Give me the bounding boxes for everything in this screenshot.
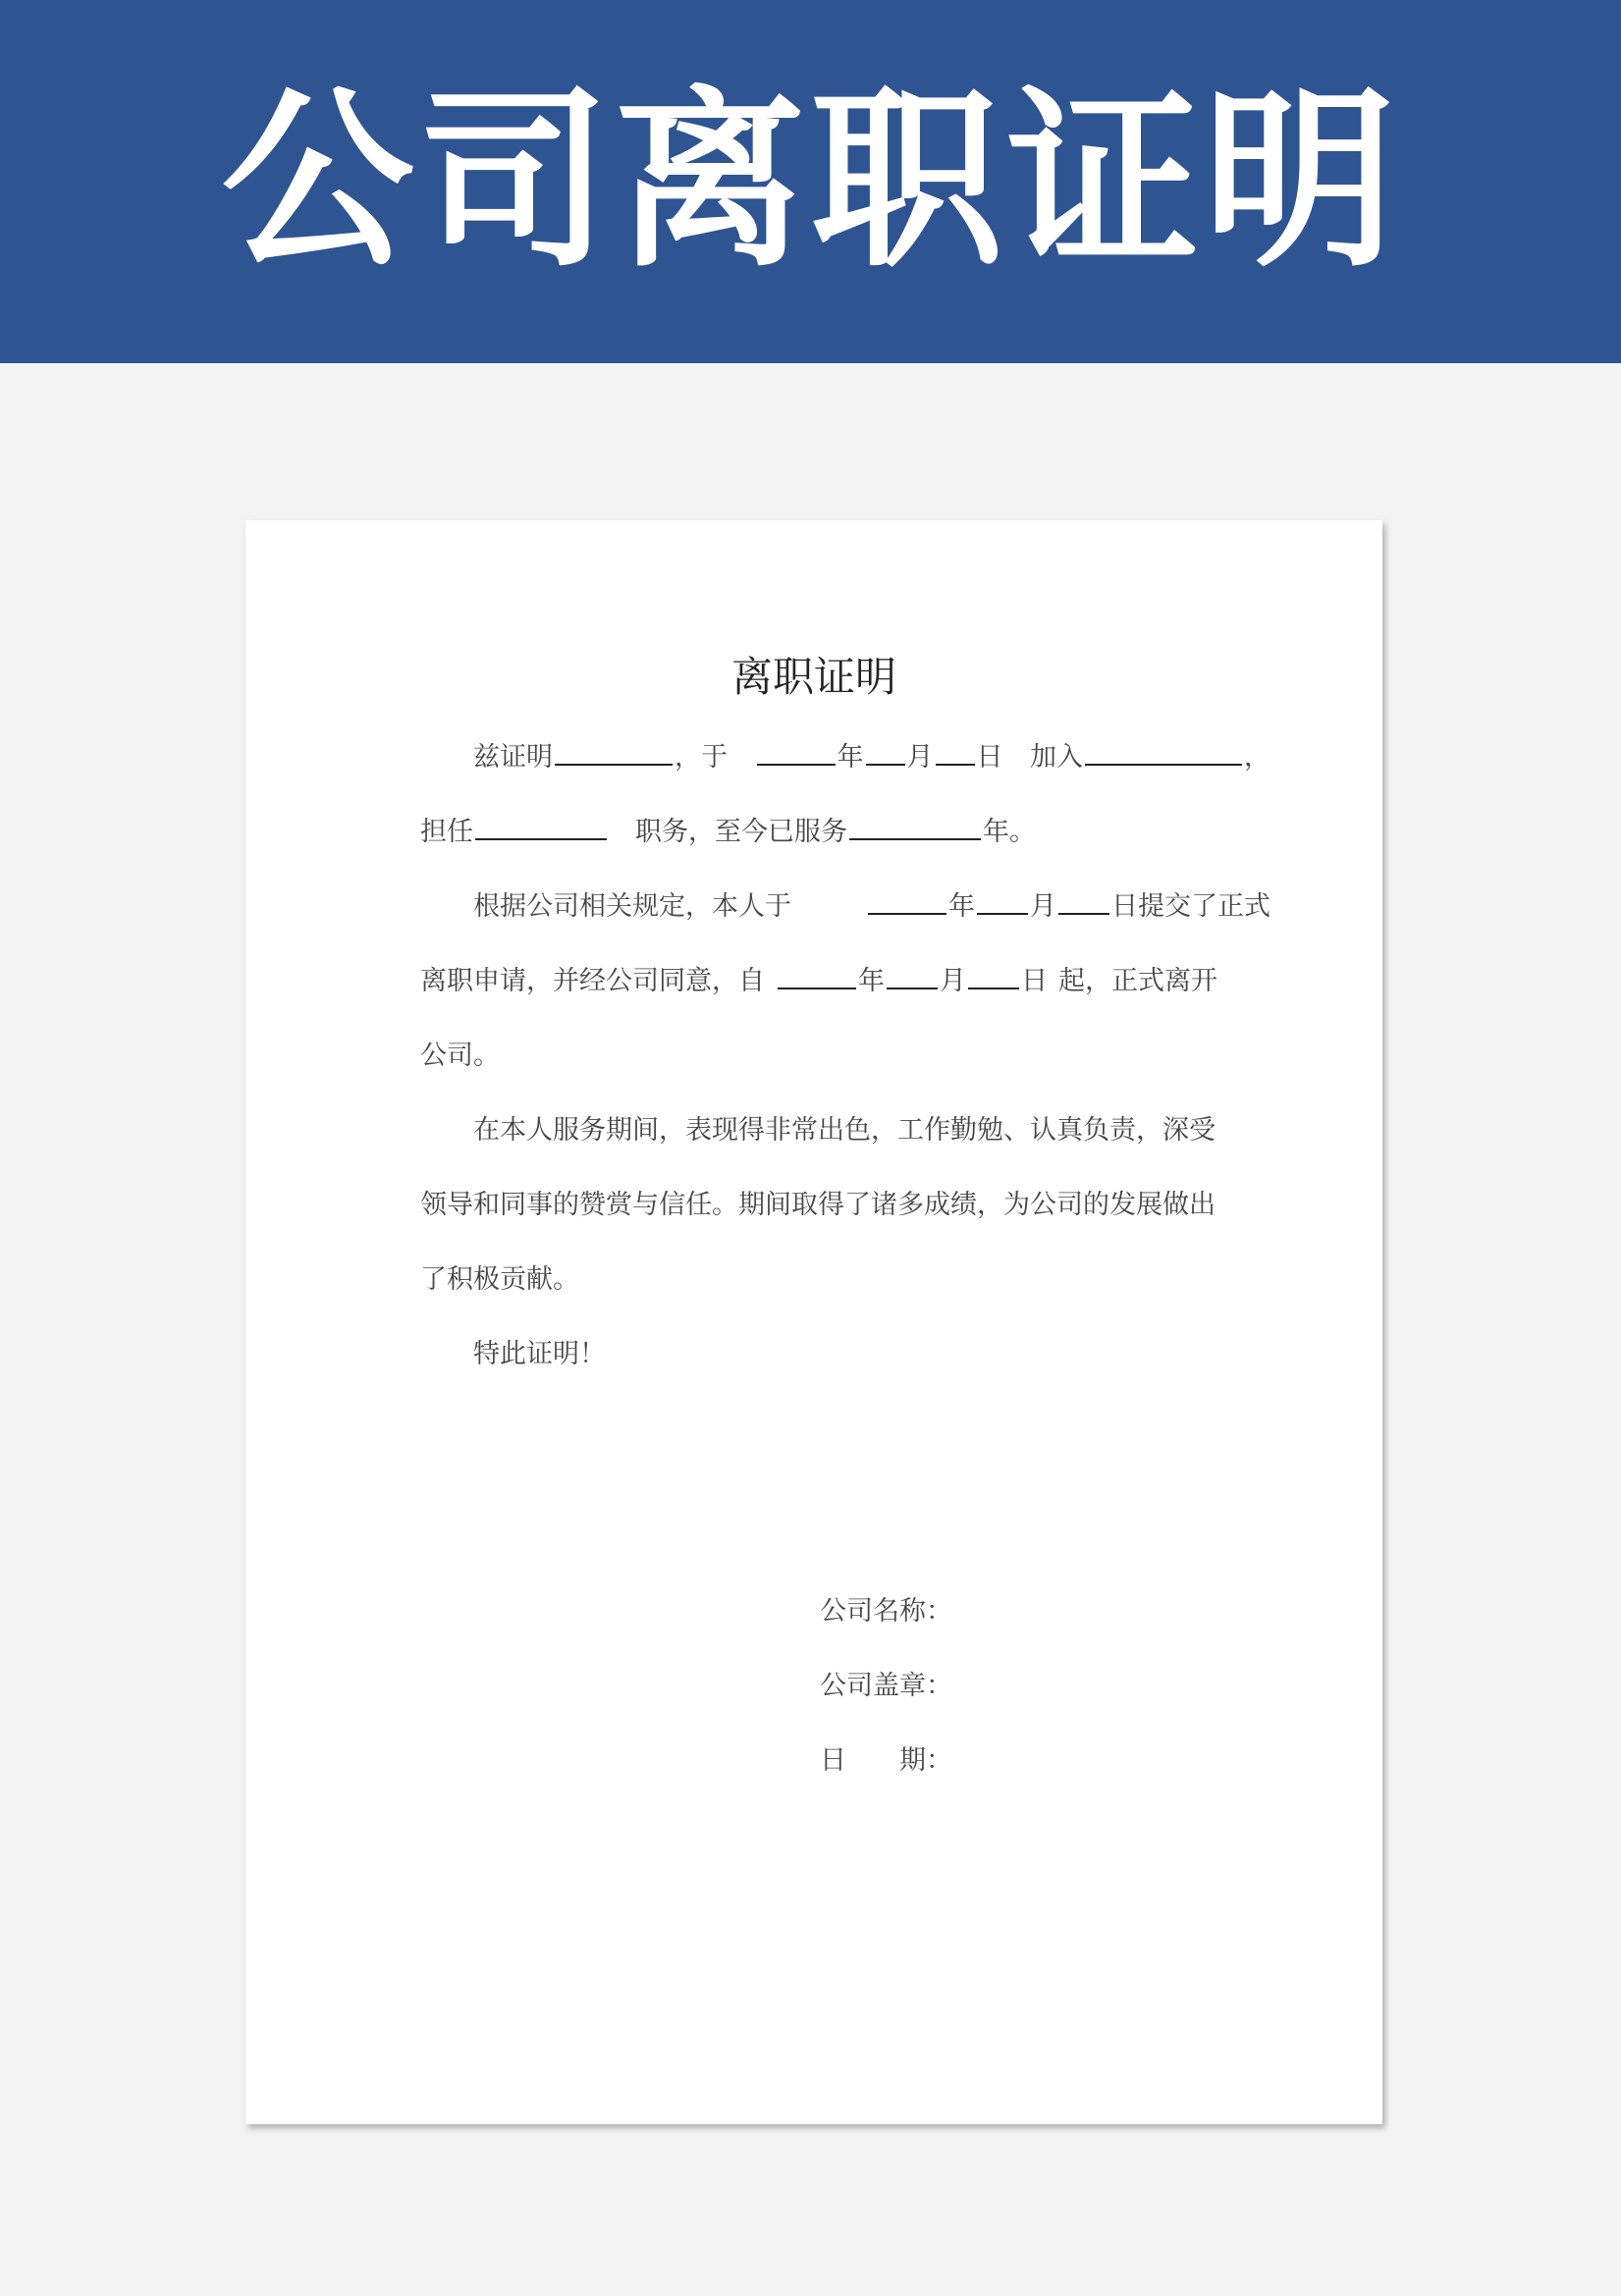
text: 离职申请，并经公司同意，自 <box>420 966 765 996</box>
text: 起，正式离开 <box>1058 966 1217 996</box>
submit-month-blank[interactable] <box>977 887 1028 915</box>
document-page <box>245 520 1382 2124</box>
banner-title: 公司离职证明 <box>221 70 1400 294</box>
text: 根据公司相关规定，本人于 <box>473 891 791 922</box>
text: 职务，至今已服务 <box>635 817 847 847</box>
join-day-blank[interactable] <box>936 738 975 766</box>
paragraph-1-line-1 <box>420 738 1270 777</box>
text: 年。 <box>983 817 1036 847</box>
leave-month-blank[interactable] <box>887 962 938 989</box>
paragraph-2-line-1 <box>420 887 1270 927</box>
text: 日 <box>1021 966 1048 996</box>
text: ，于 <box>675 742 728 773</box>
service-years-blank[interactable] <box>849 813 981 840</box>
paragraph-2-line-2 <box>420 962 1217 1001</box>
text: 年 <box>837 742 864 773</box>
text: 担任 <box>420 817 473 847</box>
text: 日提交了正式 <box>1111 891 1270 922</box>
text: 年 <box>948 891 975 922</box>
company-name-label: 公司名称： <box>820 1596 952 1627</box>
text: 年 <box>858 966 885 996</box>
text: 月 <box>940 966 966 996</box>
paragraph-3-line-2: 领导和同事的赞赏与信任。期间取得了诸多成绩，为公司的发展做出 <box>420 1190 1216 1220</box>
paragraph-3-line-1: 在本人服务期间，表现得非常出色，工作勤勉、认真负责，深受 <box>473 1115 1216 1146</box>
closing-text: 特此证明！ <box>473 1339 606 1369</box>
name-blank[interactable] <box>555 738 673 766</box>
leave-year-blank[interactable] <box>778 962 856 989</box>
date-label: 日 期： <box>820 1745 952 1776</box>
position-blank[interactable] <box>475 813 607 840</box>
company-blank[interactable] <box>1085 738 1242 766</box>
text: 加入 <box>1030 742 1083 773</box>
submit-year-blank[interactable] <box>868 887 946 915</box>
submit-day-blank[interactable] <box>1058 887 1109 915</box>
company-seal-label: 公司盖章： <box>820 1671 952 1701</box>
text: 月 <box>906 742 934 773</box>
header-banner <box>0 0 1621 363</box>
paragraph-3-line-3: 了积极贡献。 <box>420 1264 579 1295</box>
paragraph-2-line-3: 公司。 <box>420 1041 500 1071</box>
text: 日 <box>976 742 1003 773</box>
document-title: 离职证明 <box>730 653 896 701</box>
join-month-blank[interactable] <box>866 738 905 766</box>
paragraph-1-line-2 <box>420 813 1217 852</box>
leave-day-blank[interactable] <box>968 962 1019 989</box>
text: 兹证明 <box>473 742 553 773</box>
text: ， <box>1244 742 1270 773</box>
text: 月 <box>1030 891 1056 922</box>
join-year-blank[interactable] <box>757 738 836 766</box>
